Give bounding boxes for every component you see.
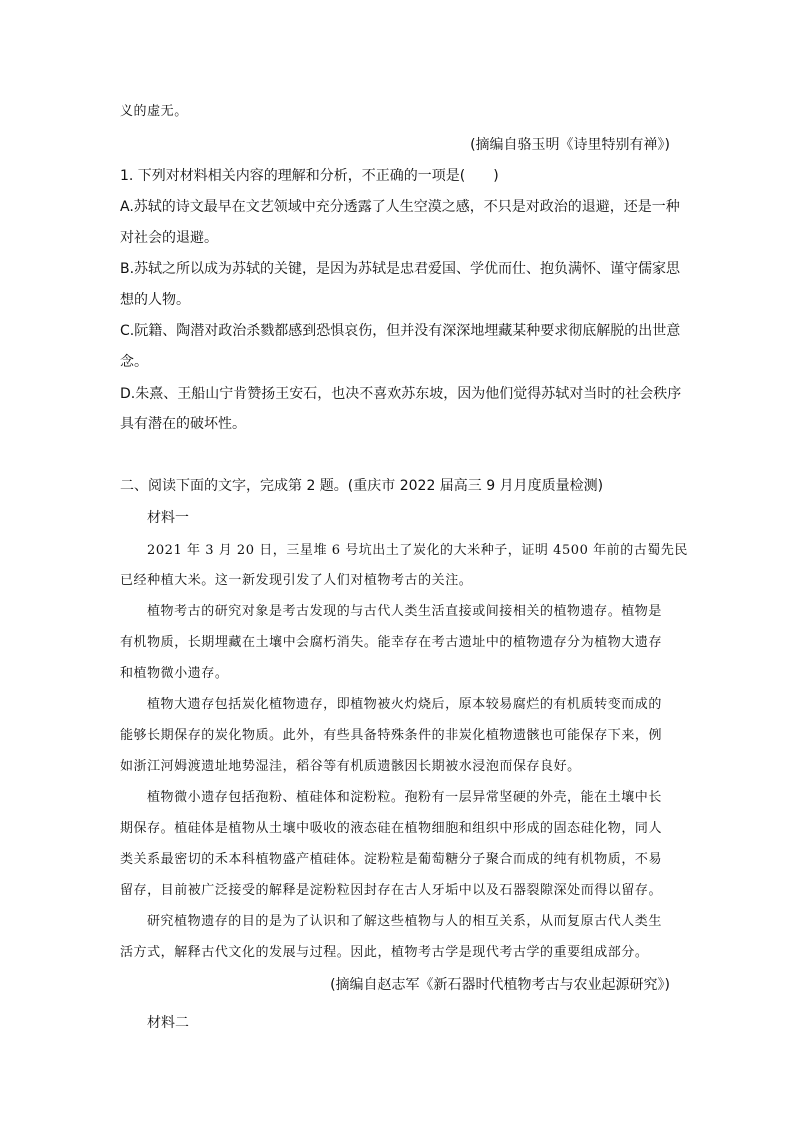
material-2-label: 材料二	[147, 1015, 189, 1031]
option-d-line-2: 具有潜在的破坏性。	[120, 416, 246, 432]
para5-line-2: 活方式，解释古代文化的发展与过程。因此，植物考古学是现代考古学的重要组成部分。	[120, 945, 649, 960]
para3-line-1: 植物大遗存包括炭化植物遗存，即植物被火灼烧后，原本较易腐烂的有机质转变而成的	[147, 697, 662, 712]
section-2-heading: 二、阅读下面的文字，完成第 2 题。(重庆市 2022 届高三 9 月月度质量检测)	[120, 478, 604, 494]
source-citation-1: (摘编自骆玉明《诗里特别有禅》)	[470, 137, 670, 153]
para3-line-3: 如浙江河姆渡遗址地势湿洼，稻谷等有机质遗骸因长期被水浸泡而保存良好。	[120, 759, 581, 774]
source-citation-2: (摘编自赵志军《新石器时代植物考古与农业起源研究》)	[330, 977, 670, 993]
option-b-line-1: B.苏轼之所以成为苏轼的关键，是因为苏轼是忠君爱国、学优而仕、抱负满怀、谨守儒家思	[120, 261, 681, 277]
para4-line-3: 类关系最密切的禾本科植物盛产植硅体。淀粉粒是葡萄糖分子聚合而成的纯有机物质，不易	[120, 852, 663, 867]
para1-line-2: 已经种植大米。这一新发现引发了人们对植物考古的关注。	[120, 573, 473, 588]
para4-line-4: 留存，目前被广泛接受的解释是淀粉粒因封存在古人牙垢中以及石器裂隙深处而得以留存。	[120, 883, 663, 898]
option-c-line-2: 念。	[120, 354, 148, 370]
option-a-line-2: 对社会的退避。	[120, 230, 218, 246]
para4-line-2: 期保存。植硅体是植物从土壤中吸收的液态硅在植物细胞和组织中形成的固态硅化物，同人	[120, 821, 663, 836]
option-a-line-1: A.苏轼的诗文最早在文艺领域中充分透露了人生空漠之感，不只是对政治的退避，还是一种	[120, 199, 680, 215]
para2-line-2: 有机物质，长期埋藏在土壤中会腐朽消失。能幸存在考古遗址中的植物遗存分为植物大遗存	[120, 635, 663, 650]
material-1-label: 材料一	[147, 510, 189, 526]
option-b-line-2: 想的人物。	[120, 292, 190, 308]
option-d-line-1: D.朱熹、王船山宁肯赞扬王安石，也决不喜欢苏东坡，因为他们觉得苏轼对当时的社会秩序	[120, 386, 682, 402]
passage-end-text: 义的虚无。	[120, 104, 188, 119]
para4-line-1: 植物微小遗存包括孢粉、植硅体和淀粉粒。孢粉有一层异常坚硬的外壳，能在土壤中长	[147, 790, 662, 805]
para2-line-3: 和植物微小遗存。	[120, 666, 229, 681]
para3-line-2: 能够长期保存的炭化物质。此外，有些具备特殊条件的非炭化植物遗骸也可能保存下来，例	[120, 728, 663, 743]
para2-line-1: 植物考古的研究对象是考古发现的与古代人类生活直接或间接相关的植物遗存。植物是	[147, 604, 662, 619]
option-c-line-1: C.阮籍、陶潜对政治杀戮都感到恐惧哀伤，但并没有深深地埋藏某种要求彻底解脱的出世意	[120, 323, 681, 339]
para1-line-1: 2021 年 3 月 20 日，三星堆 6 号坑出土了炭化的大米种子，证明 4500 年前的古蜀先民	[147, 543, 688, 558]
para5-line-1: 研究植物遗存的目的是为了认识和了解这些植物与人的相互关系，从而复原古代人类生	[147, 914, 662, 929]
question-1-stem: 1. 下列对材料相关内容的理解和分析，不正确的一项是( )	[120, 168, 499, 184]
